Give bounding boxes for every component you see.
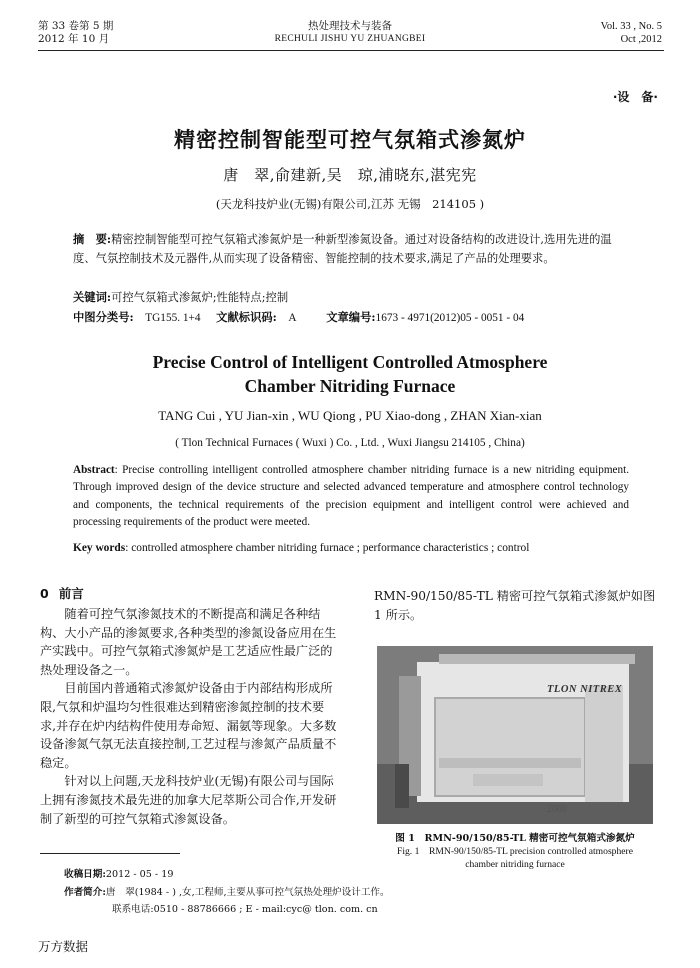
affiliation-cn: (天龙科技炉业(无锡)有限公司,江苏 无锡 214105 )	[215, 197, 485, 211]
journal-name	[200, 20, 500, 46]
author-bio-value: 唐 翠(1984 - ) ,女,工程师,主要从事可控气氛热处理炉设计工作。	[105, 886, 390, 898]
journal-volume	[38, 20, 113, 46]
title-en	[0, 350, 700, 398]
left-column	[40, 585, 338, 828]
title-en-line2: Chamber Nitriding Furnace	[244, 376, 456, 396]
clc-label: 中图分类号:	[73, 310, 134, 324]
paragraph-3: 针对以上问题,天龙科技炉业(无锡)有限公司与国际上拥有渗氮技术最先进的加拿大尼萃斯公司合作,开发研制了新型的可控气氛箱式渗氮设备。	[40, 774, 337, 826]
abstract-en-label: Abstract	[73, 464, 115, 476]
furnace-brand-label: TLON NITREX	[547, 684, 623, 695]
abstract-cn-label: 摘 要:	[73, 232, 112, 246]
abstract-cn	[73, 230, 629, 268]
journal-date-en: Oct ,2012	[620, 34, 662, 45]
received-value: 2012 - 05 - 19	[105, 869, 174, 880]
figure-caption-cn: 图 1 RMN-90/150/85-TL 精密可控气氛箱式渗氮炉	[395, 833, 635, 844]
received-date	[64, 866, 664, 884]
footnote	[64, 866, 664, 919]
journal-name-pinyin: RECHULI JISHU YU ZHUANGBEI	[274, 34, 426, 44]
article-number-label: 文章编号:	[326, 310, 376, 324]
journal-date-cn: 2012 年 10 月	[38, 33, 110, 45]
page-title: 精密控制智能型可控气氛箱式渗氮炉	[174, 128, 526, 152]
doc-code-value: A	[288, 312, 297, 324]
authors-en: TANG Cui , YU Jian-xin , WU Qiong , PU Xiao-dong , ZHAN Xian-xian	[158, 408, 542, 423]
section-tag: ·设 备·	[612, 90, 658, 104]
watermark: 万方数据	[38, 939, 89, 954]
classification-line	[73, 309, 633, 325]
abstract-en-text: : Precise controlling intelligent controlled atmosphere chamber nitriding furnace is a new nitriding equipment. Through improved design of the device structure and selected advanced temperature and atmosphere control technology and components, the technical requirements of the precision equipment and intelligent control were achieved and processing requirements of the product were meeted.	[73, 464, 629, 529]
author-bio-label: 作者简介:	[64, 886, 106, 898]
furnace-photo	[377, 646, 653, 824]
furnace-number: 2008	[547, 804, 567, 815]
keywords-cn	[73, 289, 288, 305]
received-label: 收稿日期:	[64, 869, 106, 880]
journal-name-cn: 热处理技术与装备	[308, 20, 392, 32]
header-rule	[38, 50, 664, 51]
affiliation-en: ( Tlon Technical Furnaces ( Wuxi ) Co. , Ltd. , Wuxi Jiangsu 214105 , China)	[175, 437, 525, 449]
contact-info: 联系电话:0510 - 88786666 ; E - mail:cyc@ tlon. com. cn	[112, 904, 378, 915]
figure-caption-en-line1: Fig. 1 RMN-90/150/85-TL precision controlled atmosphere	[397, 846, 633, 857]
abstract-cn-text: 精密控制智能型可控气氛箱式渗氮炉是一种新型渗氮设备。通过对设备结构的改进设计,选用先进的温度、气氛控制技术及元器件,从而实现了设备精密、智能控制的技术要求,满足了产品的处理要求。	[73, 233, 612, 265]
keywords-cn-text: 可控气氛箱式渗氮炉;性能特点;控制	[111, 291, 289, 304]
journal-issue-en: Vol. 33 , No. 5	[600, 21, 662, 32]
keywords-en-text: : controlled atmosphere chamber nitriding furnace ; performance characteristics ; control	[125, 542, 530, 554]
paragraph-2: 目前国内普通箱式渗氮炉设备由于内部结构形成所限,气氛和炉温均匀性很难达到精密渗氮控制的技术要求,并存在炉内结构件使用寿命短、漏氨等现象。大多数设备渗氮气氛无法直接控制,工艺过程与渗氮产品质量不稳定。	[40, 681, 337, 770]
author-bio	[64, 884, 664, 902]
keywords-en	[73, 542, 633, 554]
article-number-value: 1673 - 4971(2012)05 - 0051 - 04	[375, 312, 525, 324]
doc-code-label: 文献标识码:	[216, 310, 277, 324]
footnote-rule	[40, 853, 180, 854]
authors-cn: 唐 翠,俞建新,吴 琼,浦晓东,湛宪宪	[223, 166, 477, 184]
paragraph-1: 随着可控气氛渗氮技术的不断提高和满足各种结构、大小产品的渗氮要求,各种类型的渗氮设备应用在生产实践中。可控气氛箱式渗氮炉是工艺适应性最广泛的热处理设备之一。	[40, 607, 337, 677]
figure-caption-en-line2: chamber nitriding furnace	[465, 859, 565, 870]
journal-issue: 第 33 卷第 5 期	[38, 20, 114, 32]
furnace-illustration	[377, 646, 653, 824]
title-en-line1: Precise Control of Intelligent Controlled Atmosphere	[152, 352, 548, 372]
abstract-en	[73, 462, 629, 532]
clc-value: TG155. 1+4	[145, 312, 201, 324]
section-heading	[40, 585, 338, 603]
journal-volume-en	[601, 20, 662, 46]
keywords-cn-label: 关键词:	[73, 290, 112, 304]
section-number: 0	[40, 586, 49, 601]
keywords-en-label: Key words	[73, 542, 126, 554]
right-column-text: RMN-90/150/85-TL 精密可控气氛箱式渗氮炉如图 1 所示。	[374, 589, 656, 622]
section-title: 前言	[58, 586, 84, 601]
